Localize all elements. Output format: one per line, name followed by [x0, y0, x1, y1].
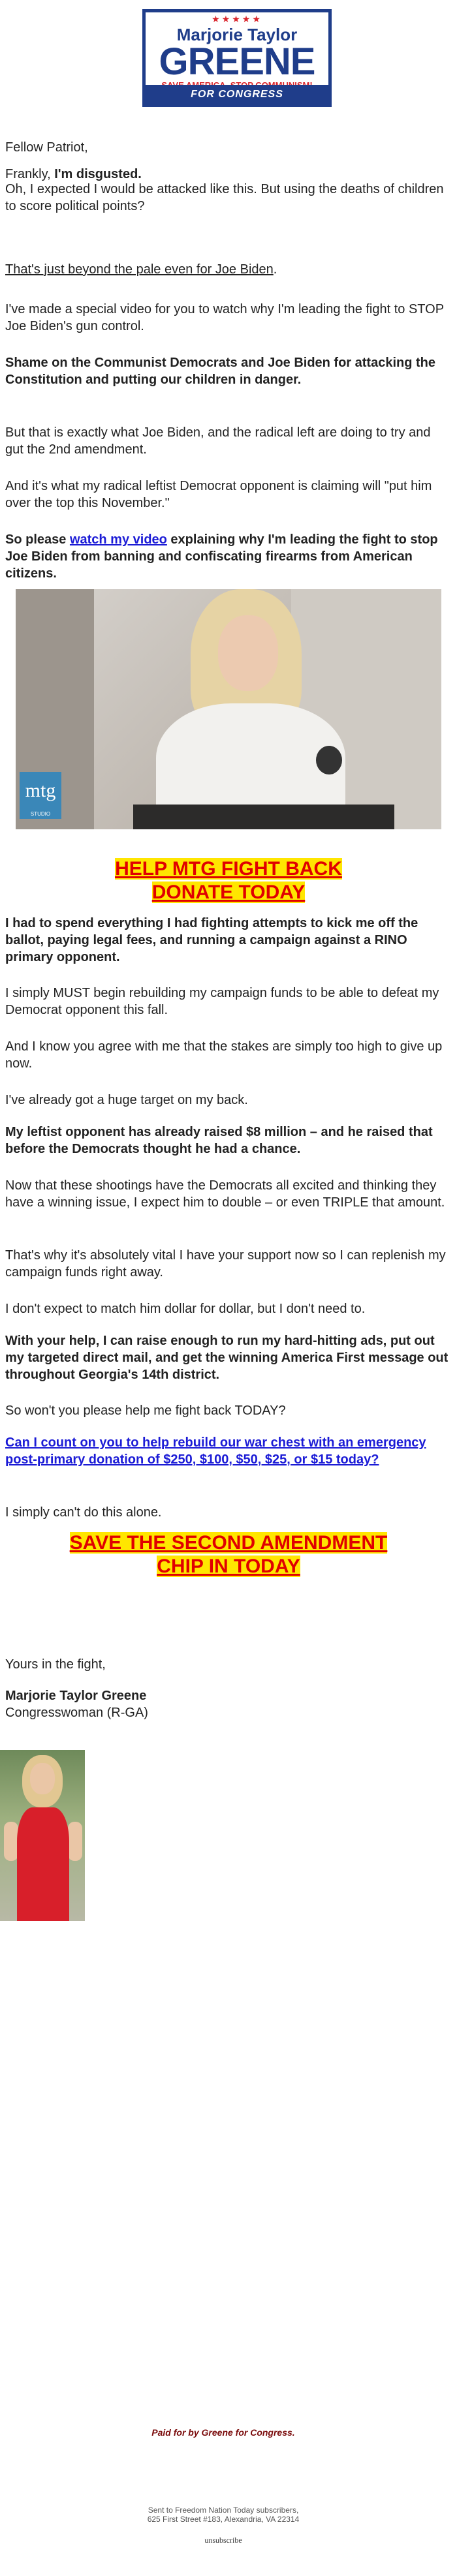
paragraph-beyond-pale: That's just beyond the pale even for Joe Biden. [5, 262, 277, 277]
video-thumbnail[interactable] [16, 589, 441, 829]
candidate-photo [0, 1750, 85, 1921]
closing: Yours in the fight, [5, 1657, 106, 1672]
paragraph-watch-video: So please watch my video explaining why I'm leading the fight to stop Joe Biden from banning and confiscating firearms from American citizens. [5, 532, 438, 581]
donate-cta-1-line2[interactable]: DONATE TODAY [151, 882, 306, 903]
paragraph-shootings: Now that these shootings have the Democrats all excited and thinking they have a winning issue, I expect him to double – or even TRIPLE that amount. [5, 1178, 445, 1210]
paragraph-opponent-raised: My leftist opponent has already raised $8 million – and he raised that before the Democrats thought he had a chance. [5, 1125, 433, 1156]
paragraph-your-help: With your help, I can raise enough to run my hard-hitting ads, put out my targeted direct mail, and get the winning America First message out throughout Georgia's 14th district. [5, 1334, 449, 1382]
donate-cta-2[interactable] [5, 1531, 452, 1578]
campaign-logo[interactable] [142, 9, 332, 107]
paragraph-expected: Oh, I expected I would be attacked like this. But using the deaths of children to score political points? [5, 182, 444, 213]
paragraph-donation-ask [5, 1434, 449, 1468]
signature-title: Congresswoman (R-GA) [5, 1706, 148, 1720]
watch-video-link[interactable]: watch my video [69, 532, 167, 547]
paragraph-gut-amendment: But that is exactly what Joe Biden, and the radical left are doing to try and gut the 2nd amendment. [5, 425, 431, 457]
mtg-studio-badge: mtg STUDIO [20, 772, 61, 819]
paragraph-target: I've already got a huge target on my back. [5, 1093, 248, 1107]
paragraph-dollar-for-dollar: I don't expect to match him dollar for dollar, but I don't need to. [5, 1302, 366, 1316]
paid-for-disclaimer: Paid for by Greene for Congress. [151, 2427, 295, 2438]
sent-to-address: Sent to Freedom Nation Today subscribers, 625 First Street #183, Alexandria, VA 22314 [147, 2506, 300, 2524]
greeting: Fellow Patriot, [5, 140, 88, 155]
paragraph-shame: Shame on the Communist Democrats and Joe Biden for attacking the Constitution and putting our children in danger. [5, 356, 436, 387]
microphone-icon [316, 746, 342, 774]
logo-stars: ★★★★★ [212, 14, 262, 24]
unsubscribe-link[interactable]: unsubscribe [204, 2536, 242, 2545]
donation-amounts-link[interactable]: Can I count on you to help rebuild our war chest with an emergency post-primary donation of $250, $100, $50, $25, or $15 today? [5, 1435, 426, 1467]
paragraph-cant-alone: I simply can't do this alone. [5, 1505, 162, 1520]
donate-cta-1-line1[interactable]: HELP MTG FIGHT BACK [115, 858, 342, 880]
paragraph-disgusted: Frankly, I'm disgusted. [5, 167, 142, 181]
logo-band: FOR CONGRESS [145, 85, 329, 104]
paragraph-fight-back: So won't you please help me fight back TODAY? [5, 1403, 286, 1418]
paragraph-rebuild-funds: I simply MUST begin rebuilding my campaign funds to be able to defeat my Democrat opponent this fall. [5, 986, 439, 1017]
donate-cta-2-line1[interactable]: SAVE THE SECOND AMENDMENT [69, 1532, 388, 1554]
paragraph-opponent-claim: And it's what my radical leftist Democrat opponent is claiming will "put him over the top this November." [5, 479, 432, 510]
paragraph-special-video: I've made a special video for you to watch why I'm leading the fight to STOP Joe Biden's gun control. [5, 302, 444, 333]
paragraph-support-now: That's why it's absolutely vital I have your support now so I can replenish my campaign funds right away. [5, 1248, 446, 1280]
paragraph-spend-everything: I had to spend everything I had fighting attempts to kick me off the ballot, paying legal fees, and running a campaign against a RINO primary opponent. [5, 916, 418, 964]
paragraph-stakes: And I know you agree with me that the stakes are simply too high to give up now. [5, 1039, 443, 1071]
donate-cta-1[interactable] [5, 857, 452, 904]
donate-cta-2-line2[interactable]: CHIP IN TODAY [157, 1556, 300, 1577]
logo-last-name: GREENE [159, 40, 315, 83]
logo-first-name: Marjorie Taylor [176, 25, 298, 44]
signature-name: Marjorie Taylor Greene [5, 1689, 147, 1703]
